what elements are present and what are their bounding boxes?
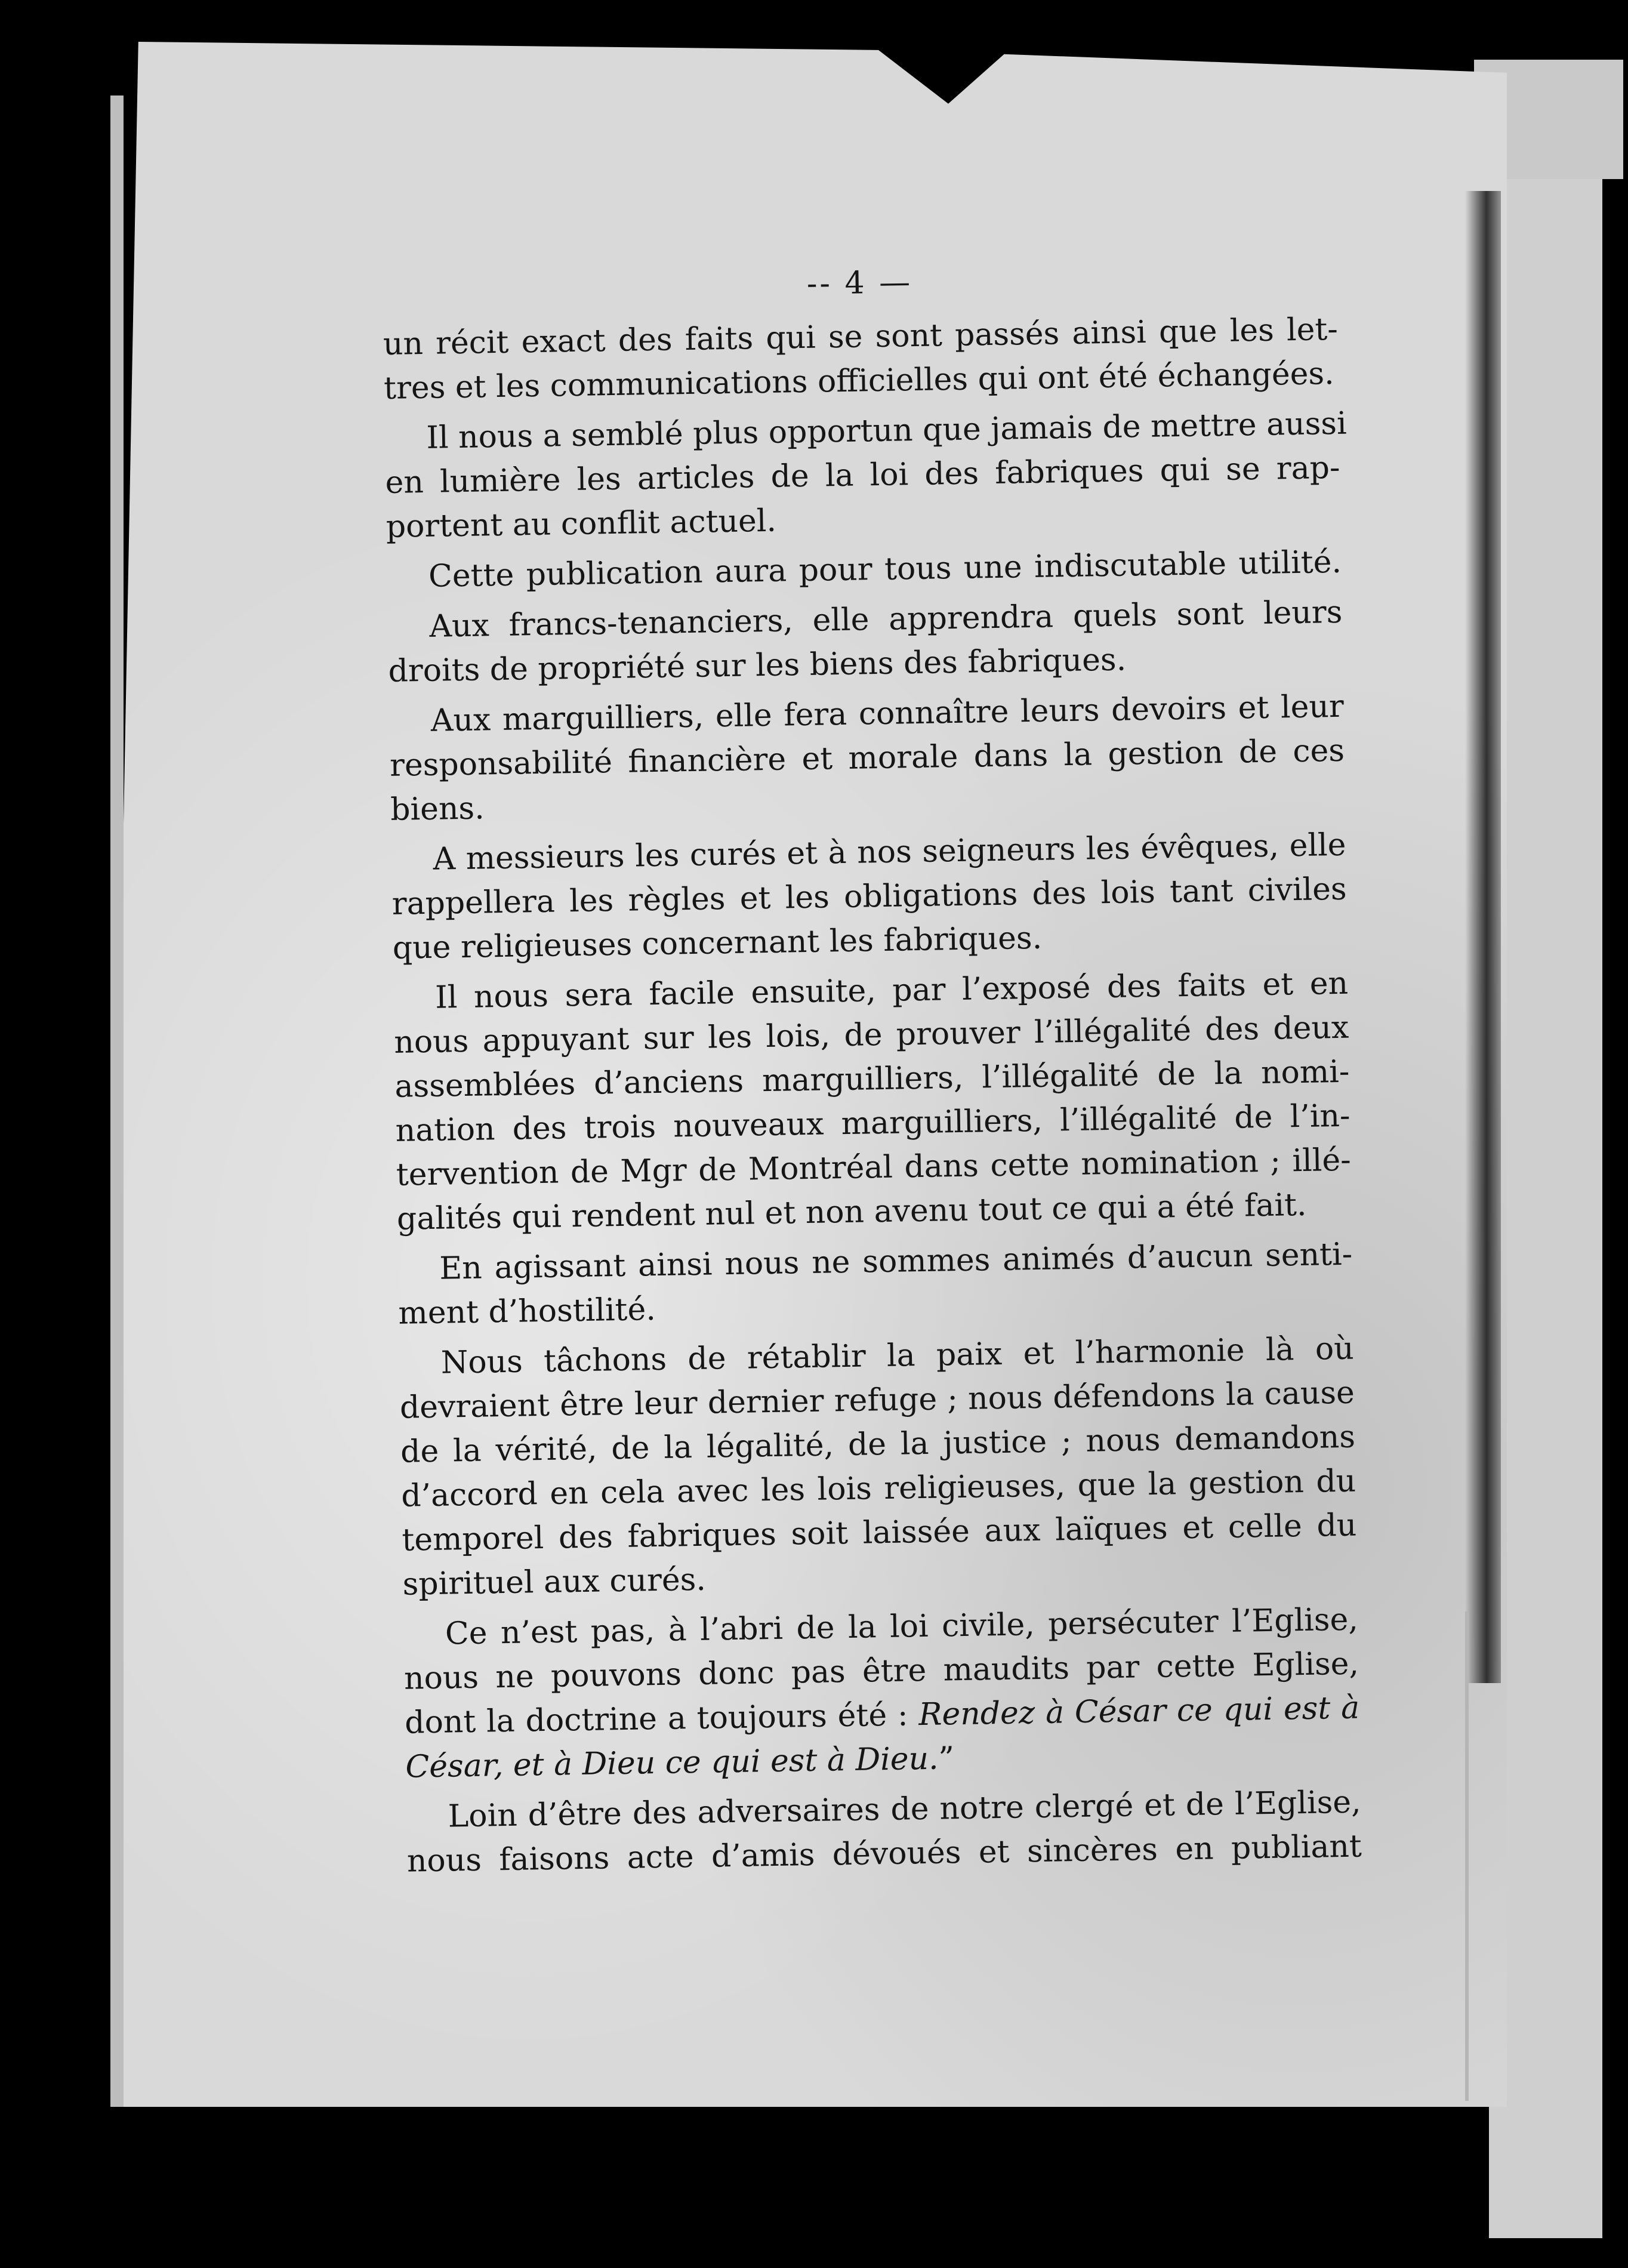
paragraph-1 [383,307,1339,411]
paragraph-9 [399,1327,1358,1607]
paragraph-6 [391,823,1348,970]
text-line: assemblées d’anciens marguilliers, l’illégalité de la nomi- [394,1053,1350,1105]
page-number: -- 4 — [806,264,913,302]
text-line: portent au conflit actuel. [386,503,777,545]
text-line: biens. [390,790,485,828]
text-line: Il nous a semblé plus opportun que jamais de mettre aussi [426,405,1348,456]
text-line: de la vérité, de la légalité, de la justice ; nous demandons [400,1419,1356,1470]
text-line: nation des trois nouveaux marguilliers, l’illégalité de l’in- [395,1098,1350,1149]
text-line: tervention de Mgr de Montréal dans cette nomination ; illé- [396,1142,1352,1193]
text-line: que religieuses concernant les fabriques. [392,920,1043,966]
text-line: en lumière les articles de la loi des fabriques qui se rap- [385,449,1340,501]
binding-shadow [1465,191,1501,1683]
text-line: spirituel aux curés. [402,1561,707,1603]
text-line: responsabilité financière et morale dans la gestion de ces [389,732,1345,784]
quote-close-mark: ” [938,1740,955,1777]
paragraph-4 [387,590,1343,694]
text-line: nous ne pouvons donc pas être maudits par cette Eglise, [403,1645,1359,1697]
text-line: galités qui rendent nul et non avenu tout ce qui a été fait. [396,1187,1307,1237]
paragraph-5 [388,685,1345,832]
paragraph-11 [406,1780,1362,1884]
text-line: nous appuyant sur les lois, de prouver l’illégalité des deux [393,1009,1349,1061]
text-line: Aux francs-tenanciers, elle apprendra quels sont leurs [428,594,1343,645]
text-column [382,254,1362,1890]
text-line: nous faisons acte d’amis dévoués et sincères en publiant [406,1828,1362,1879]
text-line: A messieurs les curés et à nos seigneurs les évêques, elle [433,827,1346,877]
paragraph-8 [397,1232,1353,1336]
text-line: devraient être leur dernier refuge ; nous défendons la cause [399,1375,1355,1426]
text-line: d’accord en cela avec les lois religieuses, que la gestion du [400,1463,1356,1514]
text-line: ment d’hostilité. [398,1292,656,1332]
quote-fragment: César, et à Dieu ce qui est à Dieu. [405,1740,939,1785]
text-line: En agissant ainsi nous ne sommes animés d’aucun senti- [439,1236,1353,1287]
text-fragment: dont la doctrine a toujours été : [404,1697,908,1741]
text-line: Nous tâchons de rétablir la paix et l’harmonie là où [440,1330,1355,1381]
quote-fragment: Rendez à César ce qui est à [918,1690,1360,1733]
text-line: tres et les communications officielles qui ont été échangées. [383,355,1335,406]
paragraph-3 [387,540,1342,599]
text-line: temporel des fabriques soit laissée aux laïques et celle du [402,1507,1357,1558]
text-line: Aux marguilliers, elle fera connaître leurs devoirs et leur [430,688,1345,739]
paragraph-7 [393,962,1352,1241]
page-left-edge [110,95,124,2107]
text-line: droits de propriété sur les biens des fabriques. [388,642,1127,689]
text-line: Ce n’est pas, à l’abri de la loi civile, persécuter l’Eglise, [445,1601,1359,1652]
paragraph-2 [384,402,1348,549]
page-fold-line [1465,1611,1469,2101]
text-line: un récit exact des faits qui se sont passés ainsi que les let- [383,311,1339,362]
text-line: Il nous sera facile ensuite, par l’exposé des faits et en [434,965,1349,1016]
text-line: Cette publication aura pour tous une indiscutable utilité. [428,544,1342,594]
text-line: Loin d’être des adversaires de notre clergé et de l’Eglise, [448,1784,1362,1835]
paragraph-10 [403,1598,1360,1789]
text-line: rappellera les règles et les obligations des lois tant civiles [391,871,1348,922]
